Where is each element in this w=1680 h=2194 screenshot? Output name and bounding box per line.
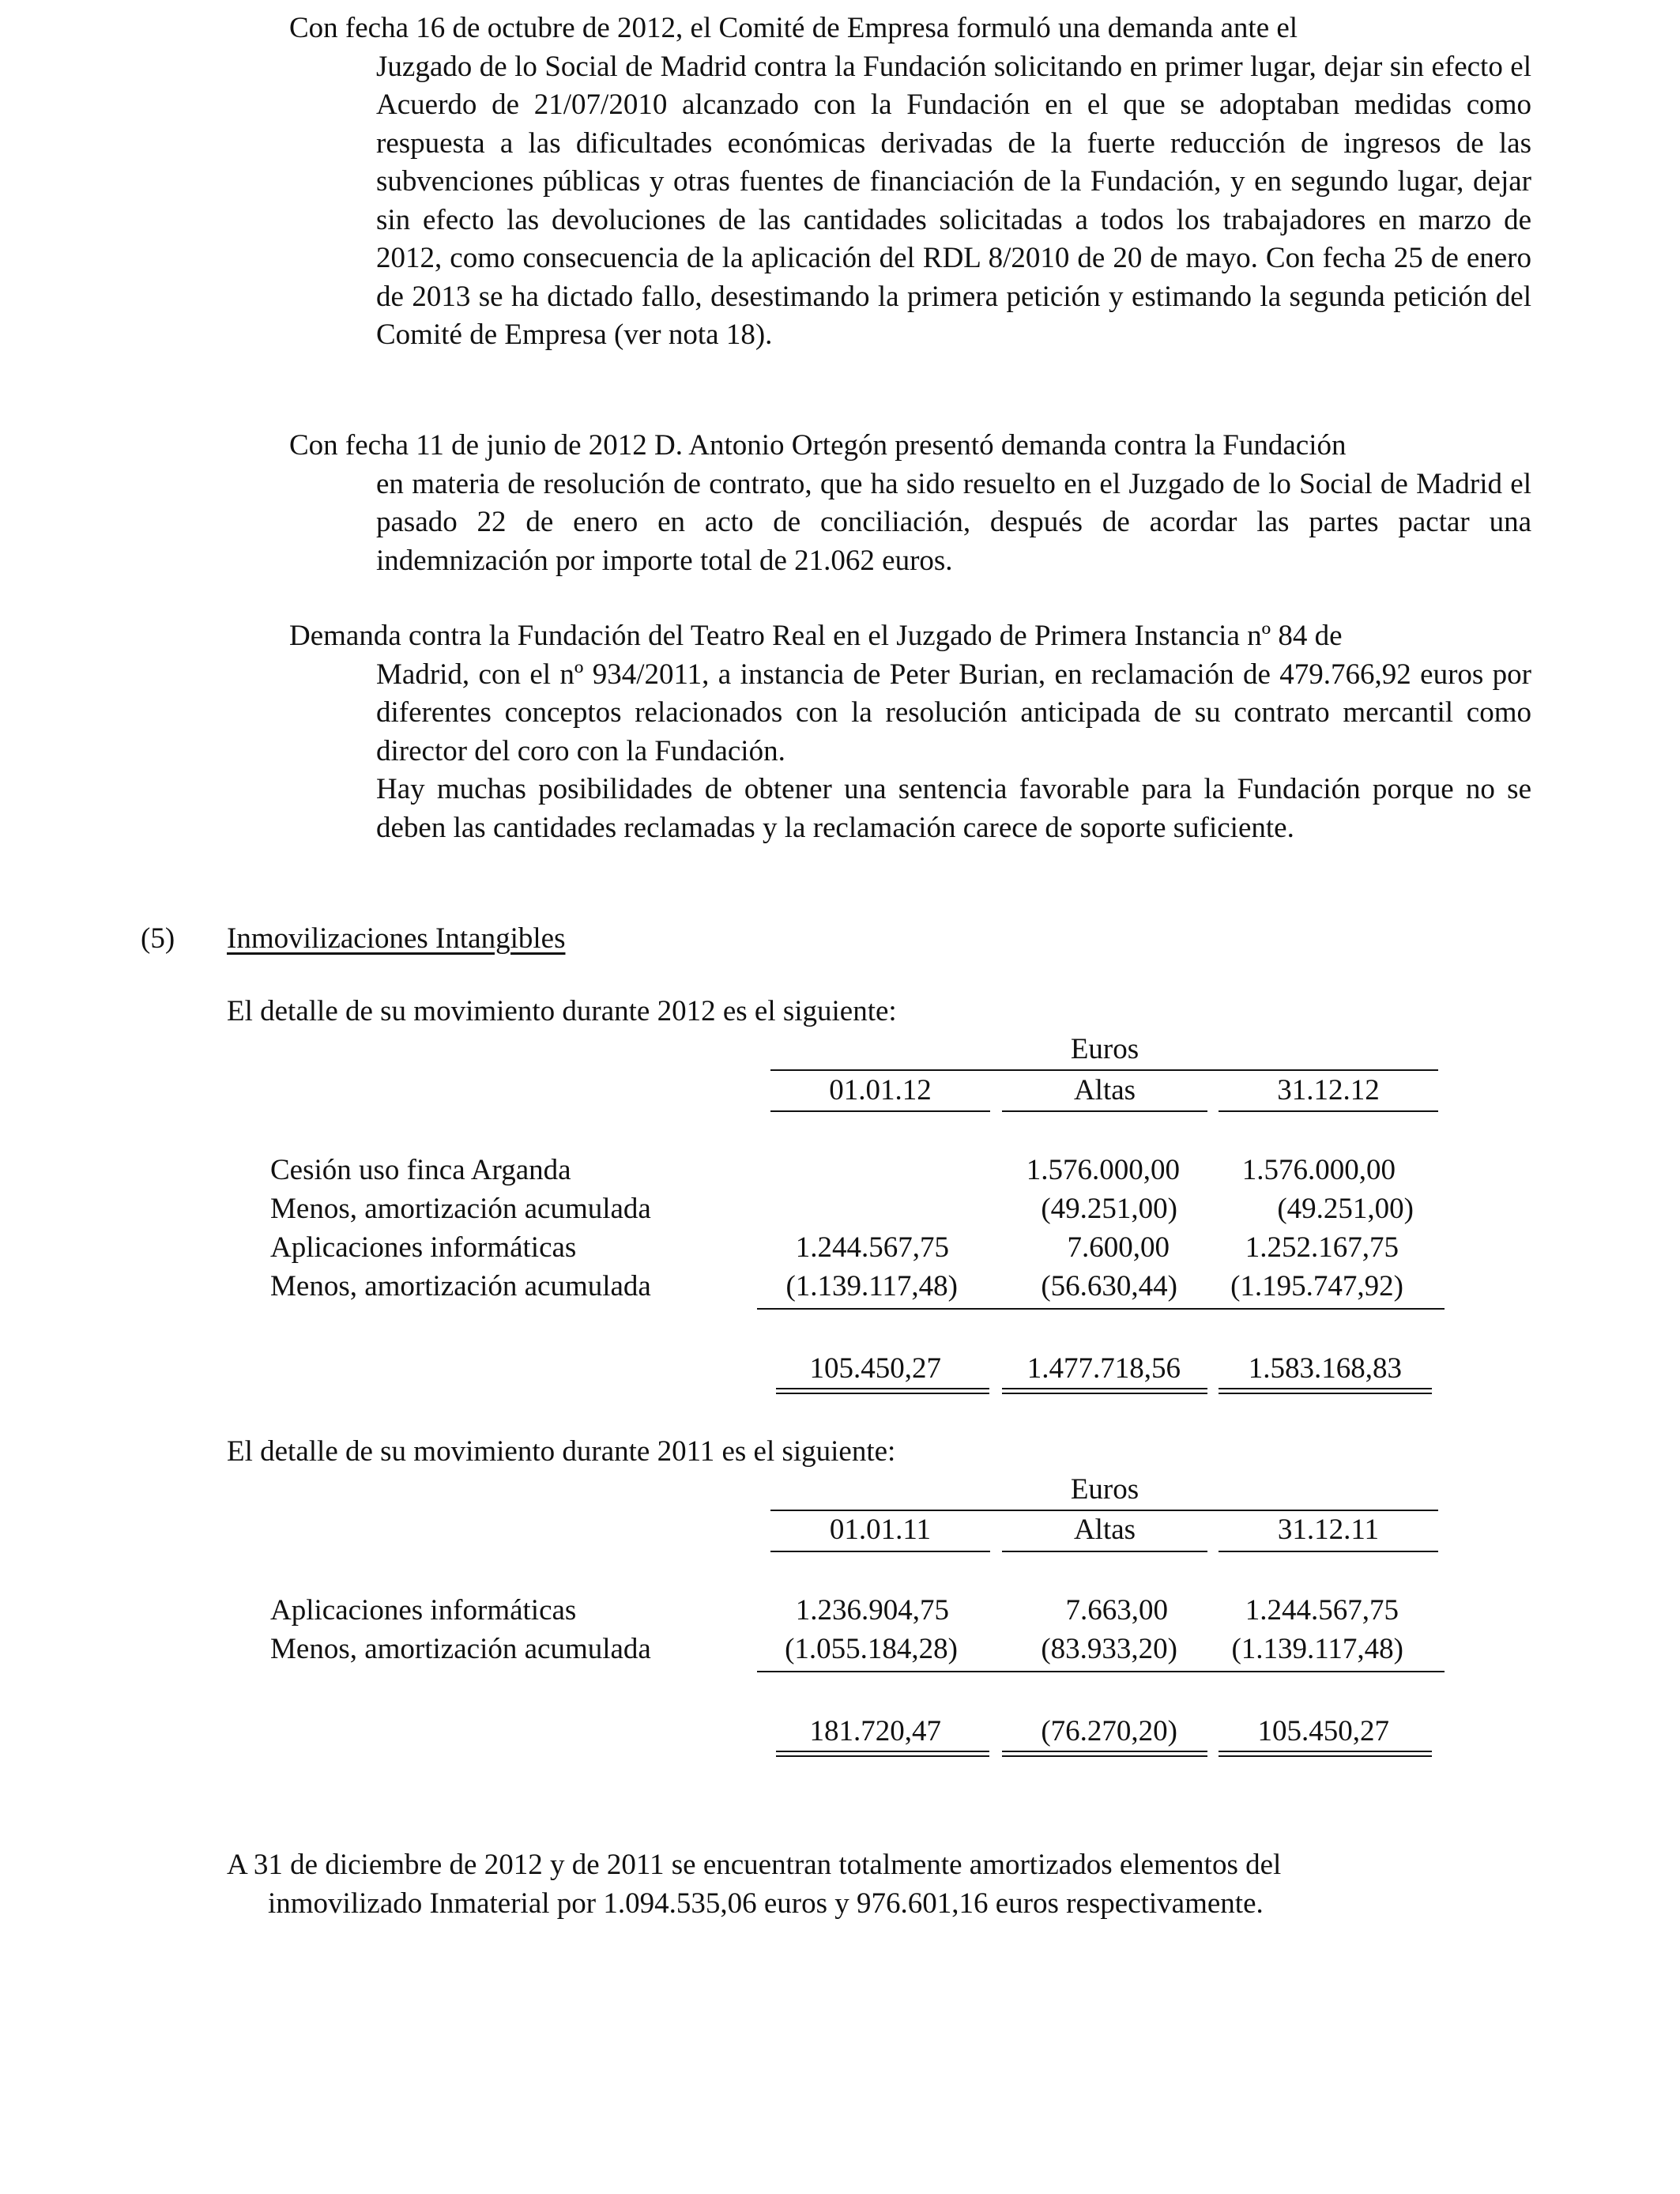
table-cell: 1.236.904,75 xyxy=(795,1594,949,1627)
column-header: 01.01.12 xyxy=(829,1074,932,1106)
paragraph-amortizados xyxy=(227,1846,1531,1923)
total-cell: 105.450,27 xyxy=(809,1352,941,1385)
total-double-rule xyxy=(1219,1388,1432,1394)
paragraph-ortegon xyxy=(289,427,1531,580)
total-cell: 1.583.168,83 xyxy=(1248,1352,1402,1385)
table-row-label: Menos, amortización acumulada xyxy=(270,1633,651,1665)
total-double-rule xyxy=(1002,1388,1207,1394)
paragraph-first-line: A 31 de diciembre de 2012 y de 2011 se encuentran totalmente amortizados elementos del xyxy=(227,1849,1282,1881)
total-cell: 1.477.718,56 xyxy=(1026,1352,1181,1385)
paragraph-body: en materia de resolución de contrato, que ha sido resuelto en el Juzgado de lo Social de Madrid el pasado 22 de enero en acto de conciliación, después de acordar las partes pactar una indemnización por importe total de 21.062 euros. xyxy=(376,467,1531,577)
total-cell: 181.720,47 xyxy=(809,1715,941,1747)
table-cell: (1.139.117,48) xyxy=(785,1270,958,1302)
paragraph-burian xyxy=(289,617,1531,847)
table-cell: 7.663,00 xyxy=(1065,1594,1168,1627)
table-cell: 1.244.567,75 xyxy=(1245,1594,1399,1627)
table-cell: 1.244.567,75 xyxy=(795,1231,949,1264)
section-title: Inmovilizaciones Intangibles xyxy=(227,922,566,955)
column-header: Altas xyxy=(1073,1074,1136,1106)
column-rule xyxy=(1002,1551,1207,1552)
column-header: 31.12.11 xyxy=(1277,1514,1380,1546)
column-rule xyxy=(770,1551,990,1552)
total-double-rule xyxy=(776,1751,989,1757)
table-2011-intro: El detalle de su movimiento durante 2011 es el siguiente: xyxy=(227,1435,896,1468)
table-cell: (1.139.117,48) xyxy=(1231,1633,1403,1665)
subtotal-rule xyxy=(757,1308,1445,1310)
column-header: 31.12.12 xyxy=(1277,1074,1380,1106)
column-rule xyxy=(770,1110,990,1112)
table-row-label: Cesión uso finca Arganda xyxy=(270,1154,571,1186)
column-header: Altas xyxy=(1073,1514,1136,1546)
total-cell: (76.270,20) xyxy=(1041,1715,1177,1747)
table-cell: (49.251,00) xyxy=(1277,1193,1414,1225)
column-rule xyxy=(1219,1110,1438,1112)
paragraph-body: Juzgado de lo Social de Madrid contra la Fundación solicitando en primer lugar, dejar sin efecto el Acuerdo de 21/07/2010 alcanzado con la Fundación en el que se adoptaban medidas como respuesta a las dificultades económicas derivadas de la fuerte reducción de ingresos de las subvenciones públicas y otras fuentes de financiación de la Fundación, y en segundo lugar, dejar sin efecto las devoluciones de las cantidades solicitadas a todos los trabajadores en marzo de 2012, como consecuencia de la aplicación del RDL 8/2010 de 20 de mayo. Con fecha 25 de enero de 2013 se ha dictado fallo, desestimando la primera petición y estimando la segunda petición del Comité de Empresa (ver nota 18). xyxy=(376,50,1531,351)
table-row-label: Aplicaciones informáticas xyxy=(270,1231,577,1264)
table-row-label: Menos, amortización acumulada xyxy=(270,1270,651,1302)
total-cell: 105.450,27 xyxy=(1257,1715,1389,1747)
paragraph-first-line: Con fecha 16 de octubre de 2012, el Comité de Empresa formuló una demanda ante el xyxy=(289,12,1298,44)
unit-rule xyxy=(770,1069,1438,1071)
subtotal-rule xyxy=(757,1671,1445,1672)
table-cell: 1.252.167,75 xyxy=(1245,1231,1399,1264)
total-double-rule xyxy=(1002,1751,1207,1757)
total-double-rule xyxy=(776,1388,989,1394)
unit-header: Euros xyxy=(1070,1473,1139,1506)
paragraph-body: inmovilizado Inmaterial por 1.094.535,06 euros y 976.601,16 euros respectivamente. xyxy=(268,1887,1264,1920)
column-header: 01.01.11 xyxy=(829,1514,932,1546)
unit-header: Euros xyxy=(1070,1033,1139,1065)
column-rule xyxy=(1002,1110,1207,1112)
table-cell: (83.933,20) xyxy=(1041,1633,1177,1665)
table-cell: (49.251,00) xyxy=(1041,1193,1177,1225)
table-row-label: Aplicaciones informáticas xyxy=(270,1594,577,1627)
table-row-label: Menos, amortización acumulada xyxy=(270,1193,651,1225)
table-cell: (1.195.747,92) xyxy=(1230,1270,1403,1302)
table-cell: (56.630,44) xyxy=(1041,1270,1177,1302)
total-double-rule xyxy=(1219,1751,1432,1757)
paragraph-first-line: Con fecha 11 de junio de 2012 D. Antonio Ortegón presentó demanda contra la Fundación xyxy=(289,429,1347,462)
paragraph-body: Madrid, con el nº 934/2011, a instancia de Peter Burian, en reclamación de 479.766,92 euros por diferentes conceptos relacionados con la resolución anticipada de su contrato mercantil como director del coro con la Fundación. xyxy=(376,658,1531,767)
section-number: (5) xyxy=(141,922,175,955)
table-cell: 1.576.000,00 xyxy=(1241,1154,1396,1186)
column-rule xyxy=(1219,1551,1438,1552)
table-cell: 1.576.000,00 xyxy=(1026,1154,1180,1186)
paragraph-comite-empresa xyxy=(289,9,1531,355)
table-2012-intro: El detalle de su movimiento durante 2012 es el siguiente: xyxy=(227,995,897,1027)
paragraph-body-continued: Hay muchas posibilidades de obtener una sentencia favorable para la Fundación porque no se deben las cantidades reclamadas y la reclamación carece de soporte suficiente. xyxy=(376,773,1531,844)
paragraph-first-line: Demanda contra la Fundación del Teatro Real en el Juzgado de Primera Instancia nº 84 de xyxy=(289,620,1343,652)
table-cell: (1.055.184,28) xyxy=(785,1633,958,1665)
table-cell: 7.600,00 xyxy=(1067,1231,1170,1264)
